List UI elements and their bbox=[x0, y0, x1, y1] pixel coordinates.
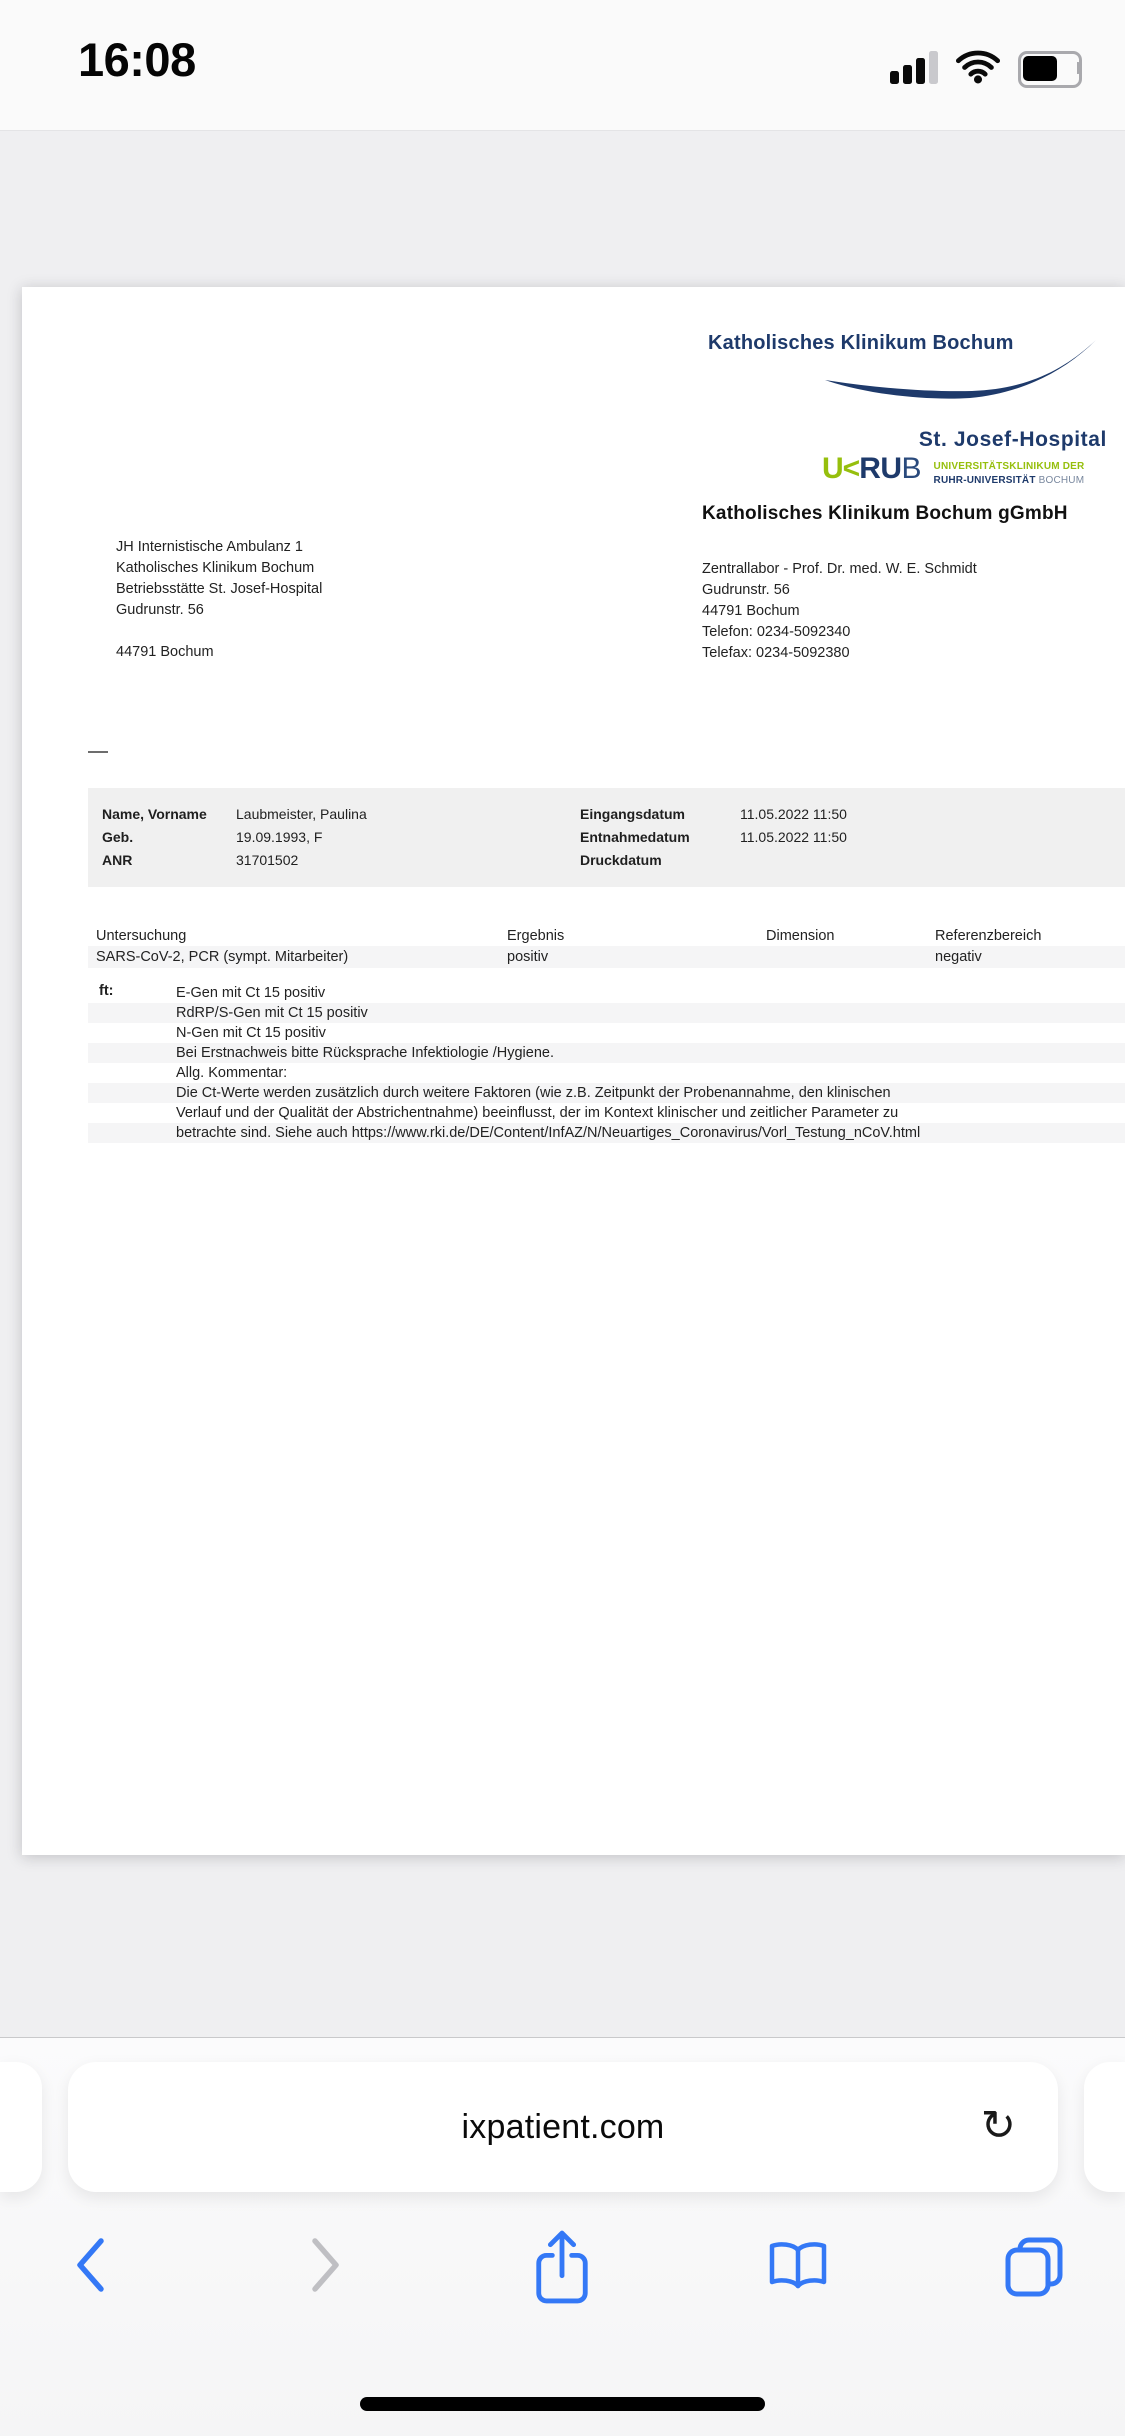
test-result: positiv bbox=[507, 949, 549, 965]
logo-swoosh bbox=[822, 338, 1099, 400]
recipient-line: Gudrunstr. 56 bbox=[116, 602, 204, 618]
footnote-line: Allg. Kommentar: bbox=[176, 1065, 288, 1081]
footnote-block bbox=[88, 983, 1125, 1143]
tabs-icon bbox=[1003, 2236, 1065, 2298]
footnote-line: N-Gen mit Ct 15 positiv bbox=[176, 1025, 326, 1041]
patient-info-box bbox=[88, 788, 1125, 887]
footnote-label: ft: bbox=[99, 983, 114, 999]
col-dimension: Dimension bbox=[766, 928, 835, 944]
col-untersuchung: Untersuchung bbox=[96, 928, 187, 944]
recipient-address bbox=[116, 537, 322, 663]
browser-viewport[interactable] bbox=[0, 130, 1125, 2037]
entnahmedatum-value: 11.05.2022 11:50 bbox=[740, 829, 847, 845]
sender-line: Telefon: 0234-5092340 bbox=[702, 624, 851, 640]
next-tab-sliver[interactable] bbox=[1084, 2062, 1125, 2192]
recipient-city: 44791 Bochum bbox=[116, 644, 214, 660]
footnote-line: E-Gen mit Ct 15 positiv bbox=[176, 985, 326, 1001]
share-button[interactable] bbox=[531, 2229, 593, 2308]
address-bar[interactable] bbox=[68, 2062, 1058, 2192]
footnote-line: Die Ct-Werte werden zusätzlich durch weitere Faktoren (wie z.B. Zeitpunkt der Probenannahme, den klinischen bbox=[88, 1083, 1125, 1103]
test-name: SARS-CoV-2, PCR (sympt. Mitarbeiter) bbox=[96, 949, 349, 965]
forward-chevron-icon bbox=[309, 2237, 343, 2293]
back-button[interactable] bbox=[73, 2237, 107, 2296]
uk-rub-logo: U< RU B UNIVERSITÄTSKLINIKUM DER RUHR-UNIVERSITÄT BOCHUM bbox=[822, 452, 1085, 486]
status-icons bbox=[890, 50, 1084, 84]
back-chevron-icon bbox=[73, 2237, 107, 2293]
forward-button[interactable] bbox=[309, 2237, 343, 2296]
patient-anr: 31701502 bbox=[236, 852, 299, 868]
clock: 16:08 bbox=[78, 33, 196, 86]
sender-line: Zentrallabor - Prof. Dr. med. W. E. Schmidt bbox=[702, 561, 977, 577]
col-ergebnis: Ergebnis bbox=[507, 928, 565, 944]
footnote-line: Verlauf und der Qualität der Abstrichentnahme) beeinflusst, der im Kontext klinischer und zeitlicher Parameter zu bbox=[176, 1105, 899, 1121]
home-indicator[interactable] bbox=[360, 2397, 765, 2411]
previous-tab-sliver[interactable] bbox=[0, 2062, 42, 2192]
safari-bottom-bar bbox=[0, 2038, 1125, 2436]
patient-label: Geb. bbox=[102, 829, 134, 845]
footnote-line: betrachte sind. Siehe auch https://www.rki.de/DE/Content/InfAZ/N/Neuartiges_Coronavirus/Vorl_Testung_nCoV.html bbox=[88, 1123, 1125, 1143]
test-reference: negativ bbox=[935, 949, 982, 965]
url-text: ixpatient.com bbox=[461, 2107, 665, 2146]
company-heading: Katholisches Klinikum Bochum gGmbH bbox=[702, 503, 1068, 524]
lab-report-document bbox=[22, 287, 1125, 1855]
date-label: Eingangsdatum bbox=[580, 806, 686, 822]
wifi-icon bbox=[955, 50, 1001, 84]
sender-line: Gudrunstr. 56 bbox=[702, 582, 790, 598]
date-label: Entnahmedatum bbox=[580, 829, 690, 845]
book-icon bbox=[765, 2240, 831, 2294]
uk-rub-caption: UNIVERSITÄTSKLINIKUM DER RUHR-UNIVERSITÄT BOCHUM bbox=[933, 461, 1085, 486]
st-josef-hospital-logo: St. Josef-Hospital bbox=[918, 428, 1107, 451]
recipient-line: Betriebsstätte St. Josef-Hospital bbox=[116, 581, 323, 597]
sender-line: Telefax: 0234-5092380 bbox=[702, 645, 850, 661]
patient-name: Laubmeister, Paulina bbox=[236, 806, 367, 822]
eingangsdatum-value: 11.05.2022 11:50 bbox=[740, 806, 847, 822]
sender-line: 44791 Bochum bbox=[702, 603, 800, 619]
fold-mark bbox=[88, 751, 108, 753]
date-label: Druckdatum bbox=[580, 852, 662, 868]
col-referenzbereich: Referenzbereich bbox=[935, 928, 1042, 944]
hospital-brand-logo: Katholisches Klinikum Bochum bbox=[708, 332, 1014, 354]
cellular-signal-icon bbox=[890, 51, 938, 84]
patient-birthdate: 19.09.1993, F bbox=[236, 829, 323, 845]
sender-address bbox=[702, 559, 977, 664]
battery-icon bbox=[1018, 51, 1084, 84]
status-bar bbox=[0, 0, 1125, 131]
recipient-line: Katholisches Klinikum Bochum bbox=[116, 560, 315, 576]
bookmarks-button[interactable] bbox=[765, 2240, 831, 2297]
reload-icon[interactable]: ↻ bbox=[980, 2100, 1016, 2150]
recipient-line: JH Internistische Ambulanz 1 bbox=[116, 539, 303, 555]
share-icon bbox=[531, 2229, 593, 2305]
patient-label: Name, Vorname bbox=[102, 806, 207, 822]
footnote-line: Bei Erstnachweis bitte Rücksprache Infektiologie /Hygiene. bbox=[88, 1043, 1125, 1063]
patient-label: ANR bbox=[102, 852, 133, 868]
footnote-line: RdRP/S-Gen mit Ct 15 positiv bbox=[88, 1003, 1125, 1023]
tabs-button[interactable] bbox=[1003, 2236, 1065, 2301]
uk-logo-text: U< bbox=[822, 452, 860, 485]
